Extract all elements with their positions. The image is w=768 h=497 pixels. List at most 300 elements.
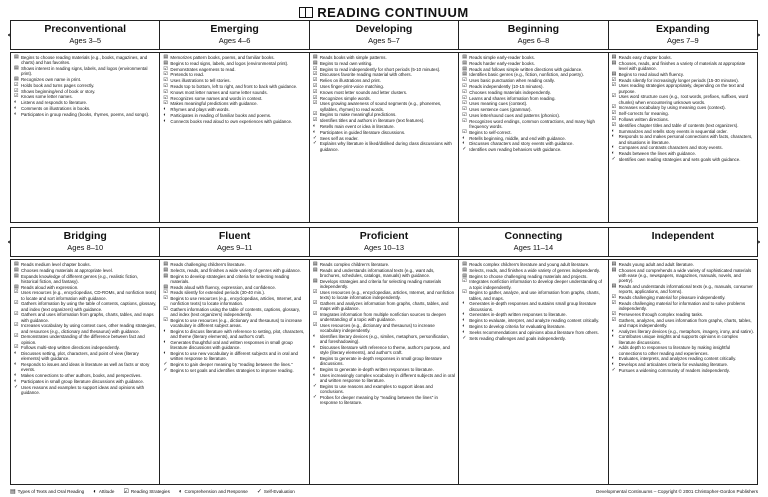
category-icon: ▤	[312, 266, 318, 273]
item-text: Uses basic punctuation when reading orally.	[469, 78, 555, 84]
item-text: Chooses and comprehends a wide variety of sophisticated materials with ease (e.g., newspapers, magazines, manuals, novels, and poetry).	[618, 267, 752, 284]
category-icon: ☑	[312, 111, 318, 118]
list-item	[14, 268, 156, 273]
list-item	[612, 134, 754, 144]
category-icon: ▤	[611, 70, 617, 77]
item-text: Reads easy chapter books.	[618, 55, 672, 60]
list-item	[313, 124, 455, 129]
stage-ages: Ages 11–14	[513, 243, 554, 252]
list-item	[313, 101, 455, 111]
list-item	[163, 78, 305, 83]
legend-icon: ☑	[123, 489, 129, 495]
list-item	[14, 55, 156, 65]
category-icon: ☑	[611, 76, 617, 83]
category-icon: ☑	[312, 71, 318, 78]
list-item	[14, 89, 156, 94]
list-item	[14, 323, 156, 333]
item-text: Integrates information from multiple nonfiction sources to deepen understanding of a topic with guidance.	[319, 311, 446, 322]
list-item	[612, 129, 754, 134]
list-item	[612, 318, 754, 328]
item-text: Discusses setting, plot, characters, and point of view (literary elements) with guidance.	[21, 351, 139, 362]
category-icon: ☑	[163, 94, 168, 101]
category-icon: ◐	[14, 99, 18, 106]
list-item	[313, 78, 455, 83]
list-item	[462, 324, 604, 329]
category-icon: ◐	[462, 300, 466, 307]
item-text: Reads top to bottom, left to right, and front to back with guidance.	[170, 83, 298, 89]
item-text: Identifies own reading behaviors with guidance.	[469, 147, 562, 153]
stage-column	[459, 52, 608, 223]
list-item	[612, 151, 754, 156]
stage-header-proficient	[310, 227, 459, 257]
item-text: Begins to self-correct.	[469, 129, 512, 135]
stage-header-expanding	[609, 20, 758, 50]
list-item	[612, 312, 754, 317]
legend-icon: ▤	[10, 489, 16, 495]
item-text: Reads silently for increasingly longer periods (15-30 minutes).	[618, 77, 739, 83]
category-icon: ☑	[462, 82, 467, 89]
category-icon: ☑	[462, 106, 467, 113]
item-text: Reads aloud with fluency, expression, and confidence.	[170, 284, 277, 290]
category-icon: ✓	[163, 361, 168, 368]
stage-ages: Ages 7–9	[666, 36, 699, 45]
list-item	[313, 90, 455, 95]
list-item	[313, 356, 455, 366]
item-text: Begins to generate in-depth responses in small group literature discussions.	[319, 355, 443, 366]
list-item	[163, 107, 305, 112]
list-item	[462, 136, 604, 141]
category-icon: ☑	[14, 81, 19, 88]
item-text: Knows most letter names and some letter sounds.	[170, 89, 268, 95]
category-icon: ✓	[312, 393, 318, 400]
category-icon: ☑	[611, 110, 617, 117]
category-icon: ☑	[462, 88, 467, 95]
category-icon: ▤	[462, 266, 467, 273]
category-icon: ◐	[312, 122, 316, 129]
list-item	[163, 307, 305, 317]
category-icon: ☑	[611, 104, 617, 111]
list-item	[612, 83, 754, 93]
list-item	[163, 113, 305, 118]
list-item	[163, 268, 305, 273]
stage-ages: Ages 6–8	[517, 36, 550, 45]
category-icon: ◐	[312, 332, 316, 339]
category-icon: ☑	[163, 306, 168, 313]
item-text: Discusses characters and story events with guidance.	[469, 141, 574, 147]
item-text: Begins to gain deeper meaning by "reading between the lines."	[170, 362, 293, 368]
list-item	[313, 367, 455, 372]
stage-column	[160, 259, 309, 485]
list-item	[313, 312, 455, 322]
list-item	[612, 72, 754, 77]
legend-icon: ◐	[93, 488, 97, 495]
list-item	[462, 96, 604, 101]
item-text: Expands knowledge of different genres (e.g., realistic fiction, historical fiction, and fantasy).	[21, 273, 139, 284]
item-text: Makes connections to other authors, books, and perspectives.	[21, 373, 142, 379]
list-item	[462, 67, 604, 72]
category-icon: ◐	[312, 354, 316, 361]
legend-label: Reading Strategies	[130, 489, 170, 494]
category-icon: ▤	[14, 266, 19, 273]
item-text: Pursues a widening community of readers independently.	[618, 367, 730, 373]
item-text: Identifies basic genres (e.g., fiction, nonfiction, and poetry).	[469, 72, 584, 78]
item-text: Selects, reads, and finishes a wide variety of genres with guidance.	[170, 267, 301, 273]
category-icon: ☑	[163, 82, 168, 89]
list-item	[163, 61, 305, 66]
item-text: Begins to use reasons and examples to support ideas and conclusions.	[319, 383, 433, 394]
list-item	[14, 83, 156, 88]
item-text: Identifies literary devices (e.g., similes, metaphors, personification, and foreshadowing).	[319, 333, 449, 344]
category-icon: ☑	[611, 121, 617, 128]
item-text: Develops strategies and criteria for selecting reading materials independently.	[319, 278, 442, 289]
list-item	[612, 329, 754, 334]
bottom-stage-columns	[10, 259, 758, 485]
item-text: Chooses reading materials independently.	[469, 89, 551, 95]
list-item	[313, 334, 455, 344]
list-item	[313, 67, 455, 72]
category-icon: ☑	[14, 300, 19, 307]
category-icon: ☑	[611, 115, 617, 122]
item-text: Begins to gather, analyze, and use information from graphs, charts, tables, and maps.	[469, 290, 600, 301]
list-item	[163, 119, 305, 124]
item-text: Reads young adult and adult literature.	[618, 262, 695, 267]
item-text: Begins to discuss literature with reference to setting, plot, characters, and theme (literary elements), and author's craft.	[170, 329, 305, 340]
book-icon	[299, 7, 313, 18]
list-item	[462, 301, 604, 311]
item-text: Demonstrates eagerness to read.	[170, 66, 236, 72]
item-text: Begins to read aloud with fluency.	[618, 71, 684, 77]
category-icon: ▤	[462, 65, 467, 72]
item-text: Develops and articulates criteria for evaluating literature.	[618, 362, 729, 368]
list-item	[14, 112, 156, 117]
stage-column	[160, 52, 309, 223]
list-item	[612, 368, 754, 373]
list-item	[462, 330, 604, 335]
category-icon: ☑	[163, 317, 168, 324]
list-item	[313, 141, 455, 151]
item-text: Responds to issues and ideas in literature as well as facts or story events.	[21, 362, 150, 373]
category-icon: ▤	[163, 59, 169, 66]
category-icon: ▤	[611, 59, 617, 66]
category-icon: ▤	[462, 272, 467, 279]
item-text: Generates in-depth responses and sustains small group literature discussions.	[469, 301, 597, 312]
list-item	[313, 130, 455, 135]
list-item	[163, 290, 305, 295]
legend-item	[179, 489, 248, 495]
item-text: Uses finger-print-voice matching.	[319, 83, 384, 89]
legend-footer	[10, 488, 758, 495]
item-text: Follows multi-step written directions independently.	[21, 345, 120, 351]
list-item	[462, 290, 604, 300]
item-text: Reads simple early-reader books.	[469, 55, 535, 60]
item-text: Gathers, analyzes, and uses information from graphs, charts, tables, and maps independently.	[618, 317, 752, 328]
list-item	[612, 117, 754, 122]
item-text: Recognizes own name in print.	[21, 77, 82, 82]
list-item	[462, 262, 604, 267]
item-text: Begins to choose challenging reading materials and projects.	[469, 273, 588, 279]
page-title	[0, 5, 768, 20]
stage-ages: Ages 8–10	[67, 243, 104, 252]
item-text: Analyzes literary devices (e.g., metaphors, imagery, irony, and satire).	[618, 328, 754, 334]
category-icon: ☑	[14, 344, 19, 351]
category-icon: ▤	[163, 272, 169, 279]
item-text: Reads challenging material for pleasure independently.	[618, 295, 726, 300]
list-item	[313, 118, 455, 123]
category-icon: ◐	[312, 343, 316, 350]
category-icon: ◐	[462, 311, 466, 318]
item-text: Listens and responds to literature.	[21, 100, 88, 106]
list-item	[462, 72, 604, 77]
list-item	[163, 368, 305, 373]
item-text: Contributes unique insights and supports opinions in complex literature discussions.	[618, 334, 738, 345]
list-item	[313, 112, 455, 117]
category-icon: ☑	[163, 289, 168, 296]
item-text: Knows most letter sounds and letter clusters.	[319, 89, 408, 95]
category-icon: ◐	[14, 372, 18, 379]
list-item	[14, 385, 156, 395]
category-icon: ✓	[462, 146, 467, 153]
list-item	[163, 351, 305, 361]
category-icon: ☑	[462, 117, 467, 124]
stage-column	[609, 259, 758, 485]
item-text: Perseveres through complex reading tasks.	[618, 311, 704, 317]
item-text: Makes meaningful predictions with guidance.	[170, 101, 258, 107]
item-text: Reads and understands informational texts (e.g., want ads, brochures, schedules, catalogs, manuals) with guidance.	[319, 267, 435, 278]
item-text: Holds book and turns pages correctly.	[21, 82, 95, 88]
category-icon: ▤	[163, 283, 169, 290]
list-item	[462, 101, 604, 106]
stage-name: Independent	[651, 230, 715, 242]
list-item	[462, 113, 604, 118]
list-item	[612, 145, 754, 150]
item-text: Uses resources (e.g., encyclopedias, CD-ROMs, and nonfiction texts) to locate and sort information with guidance.	[21, 290, 157, 301]
item-text: Reads aloud with expression.	[21, 284, 79, 290]
category-icon: ◐	[611, 361, 615, 368]
list-item	[14, 312, 156, 322]
category-icon: ✓	[611, 366, 616, 373]
list-item	[163, 340, 305, 350]
category-icon: ◐	[14, 104, 18, 111]
item-text: Retells beginning, middle, and end with guidance.	[469, 135, 566, 141]
item-text: Follows written directions.	[618, 116, 669, 122]
list-item	[163, 262, 305, 267]
item-text: Begins to use new vocabulary in different subjects and in oral and written response to literature.	[170, 351, 298, 362]
stage-ages: Ages 3–5	[69, 36, 102, 45]
list-item	[14, 345, 156, 350]
item-text: Reads between the lines with guidance.	[618, 151, 696, 157]
stage-name: Developing	[355, 23, 413, 35]
item-text: Uses sentence cues (grammar).	[469, 107, 532, 113]
item-text: Begins to use resources (e.g., dictionary and thesaurus) to increase vocabulary in different subject areas.	[170, 318, 302, 329]
list-item	[313, 373, 455, 383]
category-icon: ☑	[611, 82, 617, 89]
list-item	[462, 55, 604, 60]
list-item	[313, 279, 455, 289]
category-icon: ◐	[163, 350, 167, 357]
item-text: Begins to make meaningful predictions.	[319, 112, 397, 118]
category-icon: ☑	[611, 316, 617, 323]
list-item	[313, 96, 455, 101]
item-text: Learns and shares information from reading.	[469, 95, 556, 101]
list-item	[612, 105, 754, 110]
category-icon: ◐	[611, 127, 615, 134]
item-text: Identifies own reading strategies and sets goals with guidance.	[618, 156, 741, 162]
category-icon: ☑	[163, 100, 168, 107]
legend-icon: ✓	[256, 489, 262, 495]
list-item	[313, 384, 455, 394]
item-text: Memorizes pattern books, poems, and familiar books.	[170, 55, 275, 60]
category-icon: ☑	[163, 71, 168, 78]
item-text: Increases vocabulary by using context cues, other reading strategies, and resources (e.g., dictionary and thesaurus) with guidance.	[21, 323, 156, 334]
category-icon: ☑	[611, 299, 617, 306]
category-icon: ✓	[312, 134, 318, 141]
stage-header-preconventional	[10, 20, 160, 50]
stage-header-developing	[310, 20, 459, 50]
list-item	[612, 55, 754, 60]
category-icon: ☑	[312, 321, 318, 328]
category-icon: ◐	[163, 106, 167, 113]
item-text: Uses resources (e.g., dictionary and thesaurus) to increase vocabulary independently.	[319, 322, 435, 333]
item-text: Increases vocabulary by using meaning cues (context).	[618, 105, 726, 111]
list-item	[14, 379, 156, 384]
list-item	[462, 107, 604, 112]
category-icon: ◐	[462, 134, 466, 141]
list-item	[612, 295, 754, 300]
item-text: Recognizes word endings, common contractions, and many high frequency words.	[469, 118, 595, 129]
item-text: Chooses reading materials at appropriate level.	[21, 267, 114, 273]
item-text: Shows interest in reading signs, labels, and logos (environmental print).	[21, 66, 148, 77]
list-item	[313, 72, 455, 77]
item-text: Rhymes and plays with words.	[170, 107, 230, 113]
stage-name: Proficient	[359, 230, 409, 242]
item-text: Summarizes and retells story events in sequential order.	[618, 128, 728, 134]
category-icon: ▤	[312, 54, 318, 60]
list-item	[612, 262, 754, 267]
list-item	[612, 78, 754, 83]
category-icon: ▤	[163, 54, 169, 60]
list-item	[612, 356, 754, 361]
item-text: Uses letter/sound cues and patterns (phonics).	[469, 112, 561, 118]
category-icon: ◐	[611, 144, 615, 151]
category-icon: ☑	[312, 94, 318, 101]
legend-label: Self-Evaluation	[263, 489, 295, 494]
category-icon: ◐	[611, 344, 615, 351]
list-item	[14, 373, 156, 378]
stage-ages: Ages 9–11	[216, 243, 253, 252]
item-text: Begins to use resources (e.g., encyclopedias, articles, Internet, and nonfiction texts) to locate information.	[170, 296, 302, 307]
item-text: Reads harder early-reader books.	[469, 60, 535, 66]
category-icon: ☑	[611, 310, 617, 317]
list-item	[612, 345, 754, 355]
copyright: Developmental Continuums – Copyright © 2001 Christopher-Gordon Publishers	[596, 489, 758, 494]
list-item	[14, 285, 156, 290]
item-text: Integrates nonfiction information to develop deeper understanding of a topic independently.	[469, 279, 603, 290]
list-item	[313, 345, 455, 355]
item-text: Reads complex children's literature and young adult literature.	[469, 262, 590, 267]
category-icon: ▤	[611, 261, 617, 267]
category-icon: ☑	[462, 278, 467, 285]
category-icon: ☑	[14, 322, 19, 329]
list-item	[313, 268, 455, 278]
list-item	[14, 362, 156, 372]
category-icon: ☑	[462, 111, 467, 118]
list-item	[14, 106, 156, 111]
list-item	[612, 301, 754, 311]
bottom-stage-headers	[10, 227, 758, 257]
item-text: Participates in small group literature discussions with guidance.	[21, 378, 144, 384]
list-item	[462, 312, 604, 317]
item-text: Probes for deeper meaning by "reading between the lines" in response to literature.	[319, 394, 438, 405]
legend-label: Types of Texts and Oral Reading	[17, 489, 85, 494]
list-item	[462, 318, 604, 323]
category-icon: ☑	[462, 128, 467, 135]
list-item	[14, 274, 156, 284]
item-text: Shows beginning/end of book or story.	[21, 88, 96, 94]
item-text: Reads challenging children's literature.	[170, 262, 246, 267]
item-text: Pretends to read.	[170, 72, 205, 78]
stage-header-fluent	[160, 227, 309, 257]
item-text: Self-corrects for meaning.	[618, 111, 669, 117]
category-icon: ◐	[14, 350, 18, 357]
category-icon: ▤	[312, 277, 318, 284]
category-icon: ☑	[312, 310, 318, 317]
stage-column	[609, 52, 758, 223]
list-item	[462, 90, 604, 95]
category-icon: ▤	[611, 54, 617, 60]
category-icon: ☑	[14, 289, 19, 296]
item-text: Gathers information using the table of contents, captions, glossary, and index (text organizers) independently.	[170, 307, 300, 318]
category-icon: ☑	[163, 295, 168, 302]
category-icon: ✓	[312, 140, 318, 147]
category-icon: ☑	[163, 88, 168, 95]
stage-name: Connecting	[504, 230, 563, 242]
item-text: Begins to develop strategies and criteria for selecting reading materials.	[170, 273, 290, 284]
category-icon: ☑	[14, 87, 19, 94]
list-item	[163, 84, 305, 89]
item-text: Sets reading challenges and goals independently.	[469, 335, 566, 341]
stage-ages: Ages 4–6	[218, 36, 251, 45]
list-item	[163, 362, 305, 367]
item-text: Evaluates, interprets, and analyzes reading content critically.	[618, 356, 737, 362]
list-item	[163, 90, 305, 95]
item-text: Reads medium level chapter books.	[21, 262, 91, 267]
category-icon: ☑	[611, 93, 617, 100]
category-icon: ☑	[163, 77, 168, 84]
item-text: Gathers and uses information from graphs, charts, tables, and maps with guidance.	[21, 312, 154, 323]
list-item	[462, 147, 604, 152]
top-stage-columns	[10, 52, 758, 223]
item-text: Begins to read signs, labels, and logos (environmental print).	[170, 60, 289, 66]
legend-item	[257, 488, 295, 495]
item-text: Reads challenging material for information and to solve problems independently.	[618, 300, 746, 311]
list-item	[313, 395, 455, 405]
title-text: READING CONTINUUM	[317, 5, 469, 20]
legend-item	[123, 488, 169, 495]
stage-header-emerging	[160, 20, 309, 50]
list-item	[163, 72, 305, 77]
item-text: Chooses, reads, and finishes a variety of materials at appropriate level with guidance.	[618, 60, 746, 71]
item-text: Begins to evaluate, interpret, and analyze reading content critically.	[469, 318, 600, 324]
stage-column	[459, 259, 608, 485]
stage-ages: Ages 5–7	[368, 36, 400, 45]
item-text: Uses word structure cues (e.g., root words, prefixes, suffixes, word chunks) when encountering unknown words.	[618, 94, 749, 105]
item-text: Begins to choose reading materials (e.g., books, magazines, and charts) and has favorites.	[21, 55, 148, 66]
stage-header-connecting	[459, 227, 608, 257]
list-item	[163, 55, 305, 60]
legend-icon: ◐	[178, 488, 183, 495]
list-item	[462, 141, 604, 146]
item-text: Retells main event or idea in literature.	[319, 123, 395, 129]
